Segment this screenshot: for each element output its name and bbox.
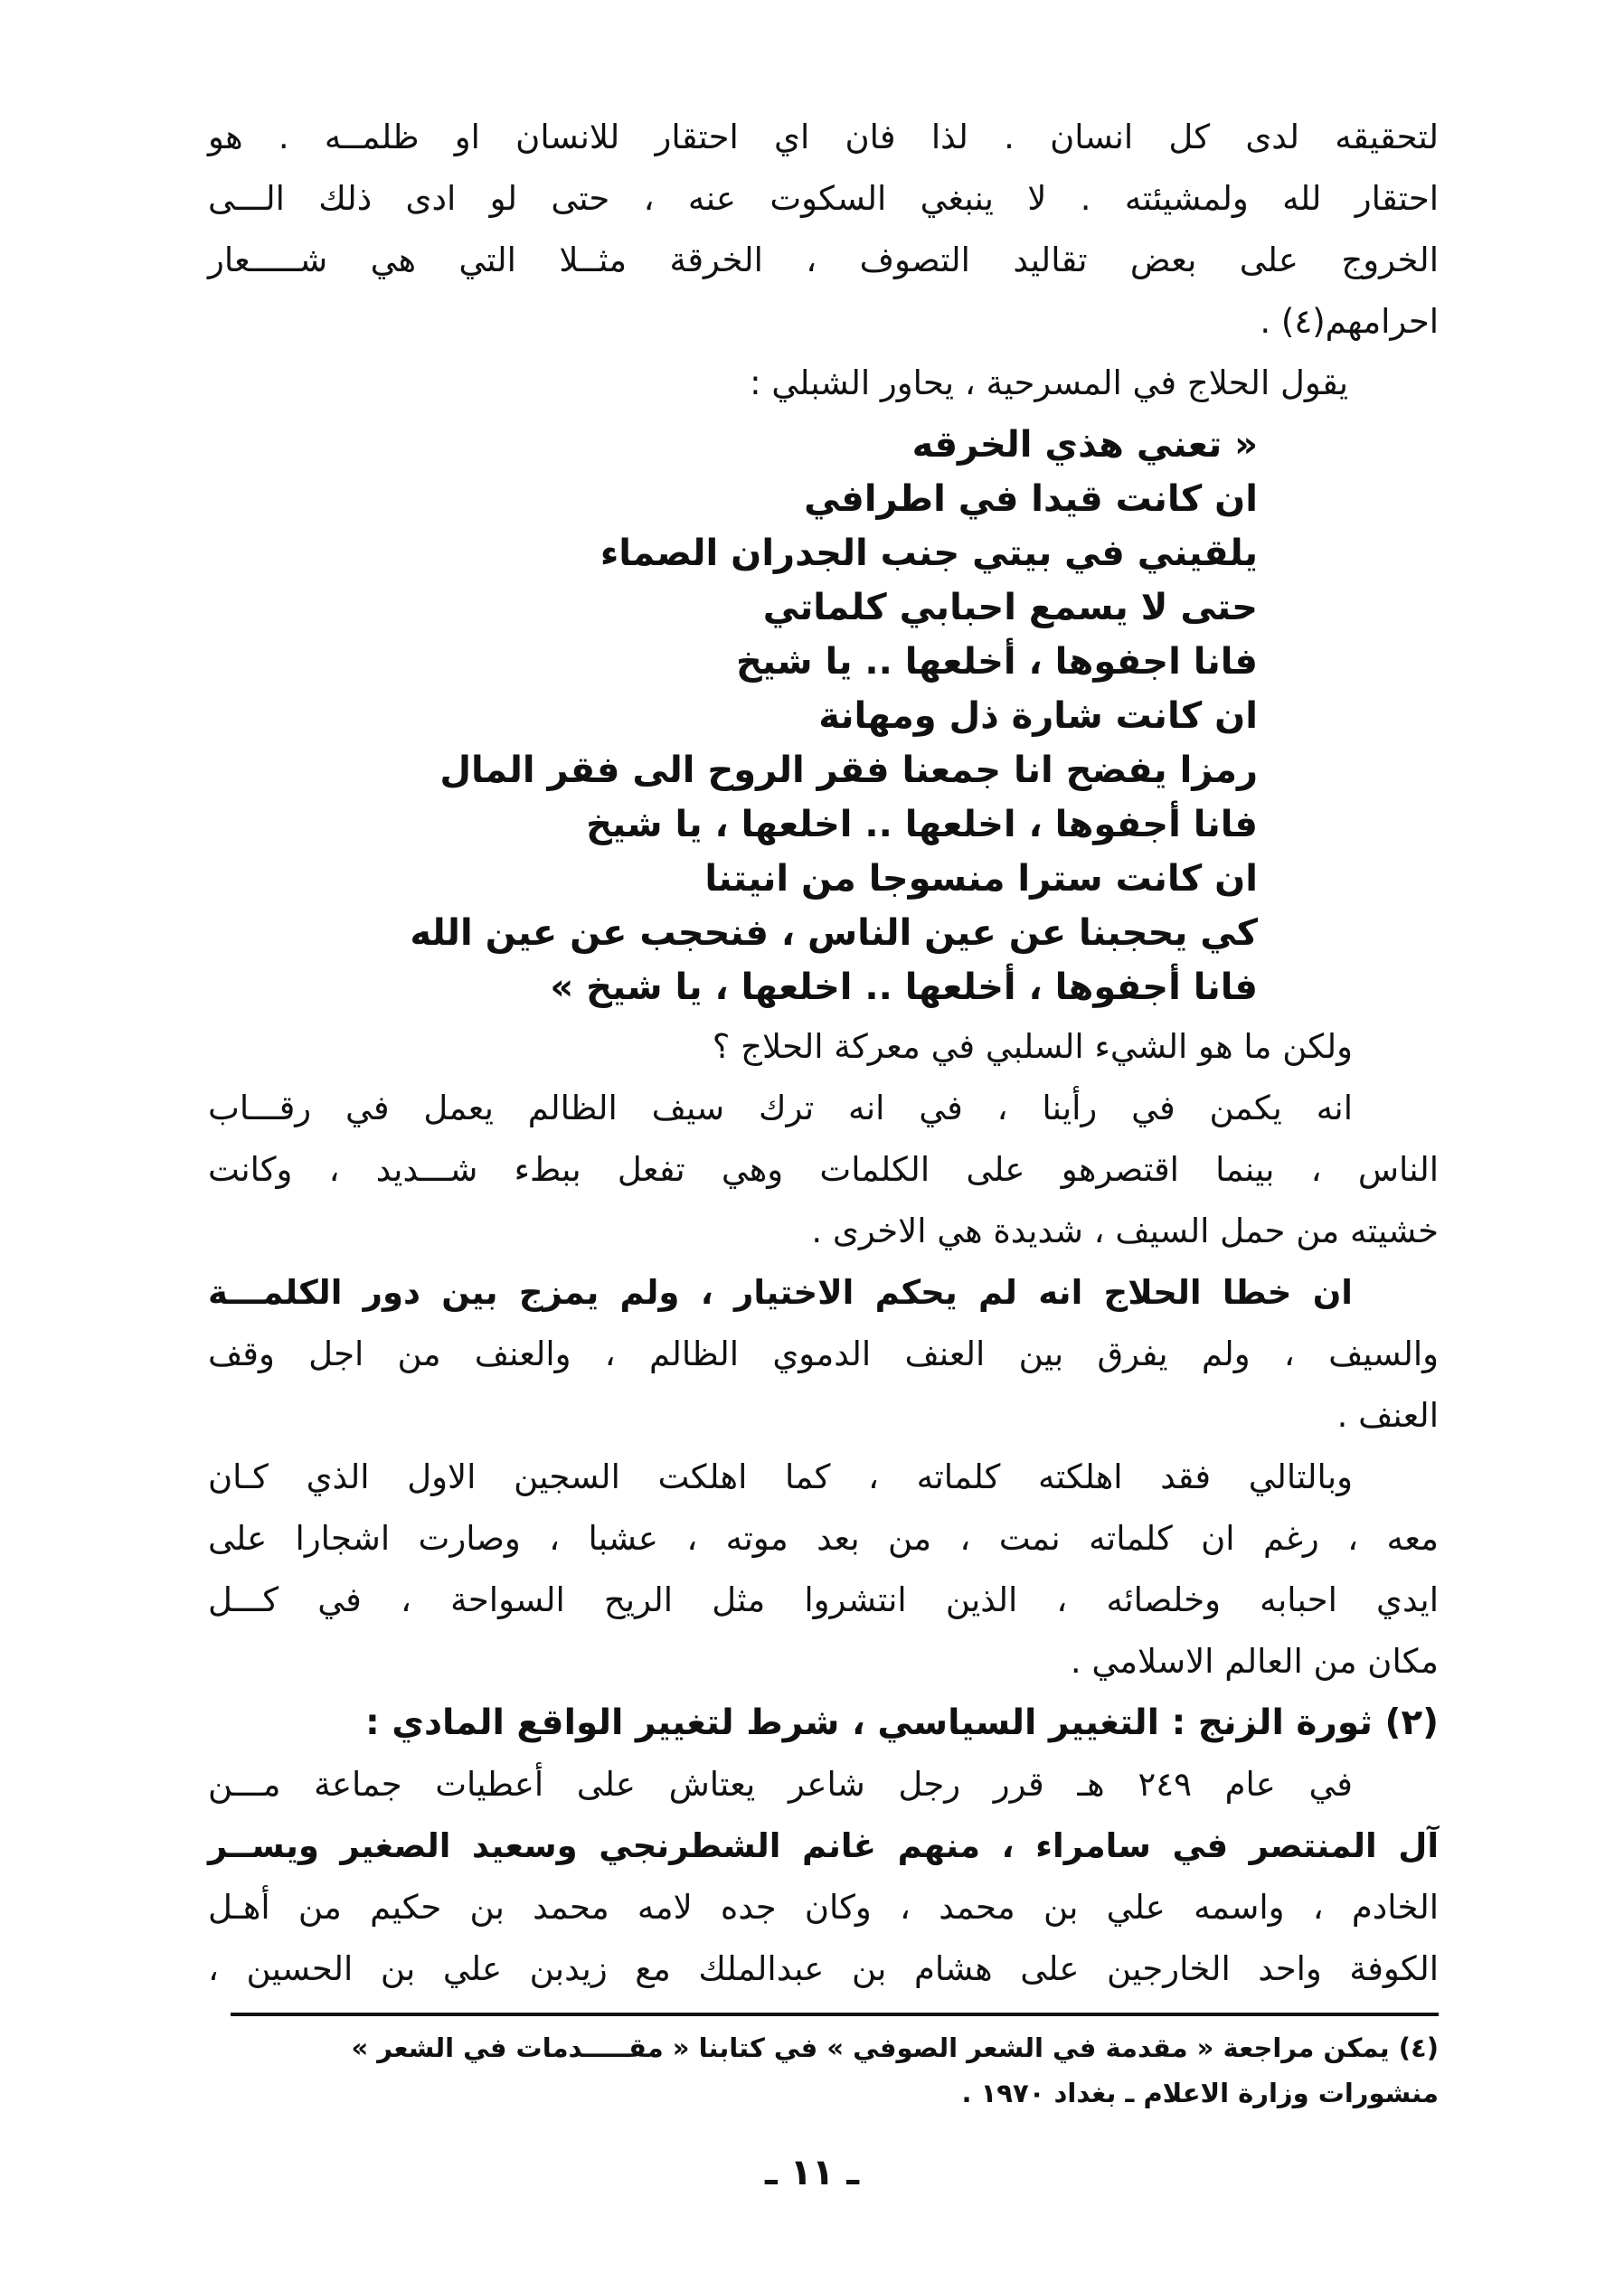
text-line: لتحقيقه لدى كل انسان . لذا فان اي احتقار للانسان او ظلمــه . هو <box>208 118 1439 156</box>
poem-intro: يقول الحلاج في المسرحية ، يحاور الشبلي : <box>750 363 1348 402</box>
footnote <box>208 2025 1439 2116</box>
poem-line: فانا أجفوها ، أخلعها .. اخلعها ، يا شيخ » <box>550 967 1258 1008</box>
consequence-paragraph <box>208 1447 1439 1693</box>
text-line: العنف . <box>1336 1396 1439 1435</box>
page-number: ـ ١١ ـ <box>764 2152 860 2193</box>
poem-line: فانا اجفوها ، أخلعها .. يا شيخ <box>736 641 1258 683</box>
poem-line: ان كانت قيدا في اطرافي <box>804 478 1258 520</box>
poem-line: رمزا يفضح انا جمعنا فقر الروح الى فقر المال <box>439 750 1258 791</box>
section-heading: (٢) ثورة الزنج : التغيير السياسي ، شرط لتغيير الواقع المادي : <box>365 1702 1439 1743</box>
text-line: احرامهم(٤) . <box>1260 302 1439 341</box>
text-line: معه ، رغم ان كلماته نمت ، من بعد موته ، عشبا ، وصارت اشجارا على <box>208 1519 1439 1558</box>
answer-paragraph <box>208 1078 1439 1262</box>
mistake-paragraph <box>208 1262 1439 1447</box>
poem-line: فانا أجفوها ، اخلعها .. اخلعها ، يا شيخ <box>586 804 1258 845</box>
text-line: انه يكمن في رأينا ، في انه ترك سيف الظالم يعمل في رقـــاب <box>208 1089 1353 1127</box>
question-line <box>208 1016 1439 1078</box>
text-line: ايدي احبابه وخلصائه ، الذين انتشروا مثل الريح السواحة ، في كـــل <box>208 1580 1439 1619</box>
footnote-divider <box>231 2013 1439 2016</box>
text-line: ولكن ما هو الشيء السلبي في معركة الحلاج ؟ <box>712 1027 1353 1066</box>
text-line: الخادم ، واسمه علي بن محمد ، وكان جده لامه محمد بن حكيم من أهـل <box>208 1888 1439 1927</box>
intro-paragraph <box>208 107 1439 353</box>
text-line: الناس ، بينما اقتصرهو على الكلمات وهي تفعل ببطء شـــديد ، وكانت <box>208 1150 1439 1189</box>
text-line: احتقار لله ولمشيئته . لا ينبغي السكوت عنه ، حتى لو ادى ذلك الـــى <box>208 179 1439 218</box>
text-line: آل المنتصر في سامراء ، منهم غانم الشطرنجي وسعيد الصغير ويســر <box>208 1826 1439 1865</box>
poem-verse-block <box>208 418 1439 1014</box>
poem-line: يلقيني في بيتي جنب الجدران الصماء <box>600 533 1258 574</box>
poem-line: ان كانت سترا منسوجا من انيتنا <box>704 858 1258 900</box>
footnote-line: (٤) يمكن مراجعة « مقدمة في الشعر الصوفي » في كتابنا « مقـــــدمات في الشعر » <box>351 2032 1439 2063</box>
poem-line: كي يحجبنا عن عين الناس ، فنحجب عن عين الله <box>410 912 1258 954</box>
text-line: والسيف ، ولم يفرق بين العنف الدموي الظالم ، والعنف من اجل وقف <box>208 1334 1439 1373</box>
text-line: الخروج على بعض تقاليد التصوف ، الخرقة مثــلا التي هي شـــــعار <box>208 240 1439 279</box>
text-line: خشيته من حمل السيف ، شديدة هي الاخرى . <box>811 1212 1439 1250</box>
poem-line: « تعني هذي الخرقه <box>911 424 1258 466</box>
poem-line: حتى لا يسمع احبابي كلماتي <box>762 587 1258 628</box>
text-line: ان خطا الحلاج انه لم يحكم الاختيار ، ولم يمزج بين دور الكلمـــة <box>208 1273 1353 1312</box>
text-line: مكان من العالم الاسلامي . <box>1070 1642 1439 1681</box>
zanj-paragraph <box>208 1754 1439 2000</box>
poem-line: ان كانت شارة ذل ومهانة <box>818 695 1258 737</box>
text-line: في عام ٢٤٩ هـ قرر رجل شاعر يعتاش على أعطيات جماعة مـــن <box>208 1765 1353 1804</box>
text-line: وبالتالي فقد اهلكته كلماته ، كما اهلكت السجين الاول الذي كـان <box>208 1457 1353 1496</box>
footnote-line: منشورات وزارة الاعلام ـ بغداد ١٩٧٠ . <box>961 2078 1439 2108</box>
text-line: الكوفة واحد الخارجين على هشام بن عبدالملك مع زيدبن علي بن الحسين ، <box>208 1949 1439 1988</box>
